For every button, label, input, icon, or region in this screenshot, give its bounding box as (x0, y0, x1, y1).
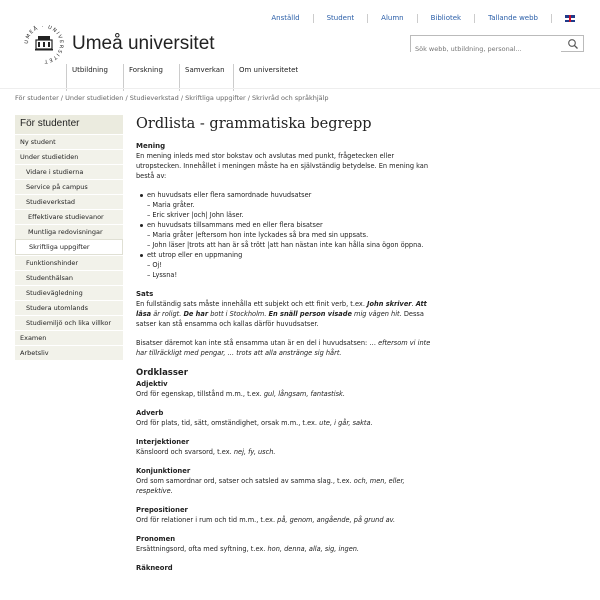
ordklass-example: gul, långsam, fantastisk. (263, 390, 345, 398)
header-divider (0, 88, 600, 89)
sats-example-2-rest: är roligt. (153, 310, 182, 318)
mening-text: En mening inleds med stor bokstav och avslutas med punkt, frågetecken eller utropstecken. Innehållet i meningen måste ha en självständig betydelse. En mening kan bestå av: (136, 152, 429, 180)
ordklass-term: Adverb (136, 409, 164, 417)
sidebar-item-studiemiljo[interactable]: Studiemiljö och lika villkor (15, 315, 123, 330)
toplink-bibliotek[interactable]: Bibliotek (417, 14, 474, 23)
sidebar-item-under-studietiden[interactable]: Under studietiden (15, 149, 123, 164)
sats-text-2: Dessa satser kan stå ensamma och kallas därför huvudsatser. (136, 310, 424, 328)
page-title: Ordlista - grammatiska begrepp (136, 116, 372, 132)
sidebar-item-examen[interactable]: Examen (15, 330, 123, 345)
ordklass-entry (136, 379, 436, 399)
main-content (136, 115, 436, 582)
ordklass-term: Räkneord (136, 564, 173, 572)
toplink-alumn[interactable]: Alumn (367, 14, 416, 23)
sidebar-title[interactable]: För studenter (15, 115, 123, 134)
sidebar-item-funktionshinder[interactable]: Funktionshinder (15, 255, 123, 270)
list-item: en huvudsats tillsammans med en eller flera bisatser (136, 220, 436, 230)
top-links (258, 14, 588, 23)
list-item: – Oj! (147, 261, 163, 269)
sidebar-item-studievagledning[interactable]: Studievägledning (15, 285, 123, 300)
ordklass-desc: Känsloord och svarsord, t.ex. (136, 448, 232, 456)
ordklass-entry (136, 534, 436, 554)
sidebar-item-skriftliga-uppgifter[interactable]: Skriftliga uppgifter (15, 239, 123, 255)
toplink-student[interactable]: Student (313, 14, 368, 23)
list-item: – Maria gråter. (147, 201, 195, 209)
ordklass-entry (136, 563, 436, 573)
ordklass-desc: Ord som samordnar ord, satser och satsled av samma slag., t.ex. (136, 477, 352, 485)
nav-forskning[interactable]: Forskning (123, 64, 179, 91)
ordklass-entry (136, 408, 436, 428)
english-flag-link[interactable] (551, 14, 588, 23)
toplink-tallande-webb[interactable]: Tallande webb (474, 14, 551, 23)
sats-example-3-rest: bott i Stockholm. (210, 310, 267, 318)
sats-example-3: De har (183, 310, 209, 318)
sidebar-item-service-pa-campus[interactable]: Service på campus (15, 179, 123, 194)
uk-flag-icon (565, 15, 575, 22)
sats-example-1: John skriver (367, 300, 412, 308)
list-item: en huvudsats eller flera samordnade huvudsatser (136, 190, 436, 200)
list-item: – Eric skriver |och| John läser. (147, 211, 244, 219)
seal-ring-text: UMEÅ · UNIVERSITET (23, 23, 65, 65)
site-title[interactable]: Umeå universitet (72, 33, 215, 54)
sidebar-item-studera-utomlands[interactable]: Studera utomlands (15, 300, 123, 315)
ordklass-example: och, men, eller, respektive. (136, 477, 405, 495)
list-item: ett utrop eller en uppmaning (136, 250, 436, 260)
sidebar-item-vidare-i-studierna[interactable]: Vidare i studierna (15, 164, 123, 179)
nav-samverkan[interactable]: Samverkan (179, 64, 233, 91)
ordklass-term: Interjektioner (136, 438, 190, 446)
ordklass-example: på, genom, angående, på grund av. (277, 516, 396, 524)
sidebar-item-arbetsliv[interactable]: Arbetsliv (15, 345, 123, 360)
sidebar-item-effektivare-studievanor[interactable]: Effektivare studievanor (15, 209, 123, 224)
nav-om-universitetet[interactable]: Om universitetet (233, 64, 311, 91)
sidebar (15, 115, 123, 360)
main-nav (66, 64, 311, 91)
list-item: – Maria gråter |eftersom hon inte lyckades så bra med sin uppsats. (147, 231, 369, 239)
list-item: – Lyssna! (147, 271, 178, 279)
sats-text-1: En fullständig sats måste innehålla ett subjekt och ett finit verb, t.ex. (136, 300, 365, 308)
ordklass-term: Pronomen (136, 535, 176, 543)
mening-heading: Mening (136, 142, 166, 150)
ordklass-example: nej, fy, usch. (233, 448, 276, 456)
mening-list (136, 190, 436, 280)
search-box (410, 35, 584, 52)
toplink-anstalld[interactable]: Anställd (271, 14, 300, 22)
list-item: – John läser |trots att han är så trött |att han nästan inte kan hålla sina ögon öppna. (147, 241, 424, 249)
sats-example-4: En snäll person visade (268, 310, 352, 318)
sidebar-item-muntliga-redovisningar[interactable]: Muntliga redovisningar (15, 224, 123, 239)
sats-example-2: Att läsa (136, 300, 427, 318)
sats-text: En fullständig sats måste innehålla ett subjekt och ett finit verb, t.ex. John skriver. Att läsa är roligt. De har bott i Stockholm. En snäll person visade mig vägen hit. Dessa satser kan stå ensamma och kallas därför huvudsatser. (136, 300, 427, 328)
ordklass-entry (136, 437, 436, 457)
ordklass-desc: Ord för plats, tid, sätt, omständighet, orsak m.m., t.ex. (136, 419, 318, 427)
search-icon[interactable] (567, 38, 579, 50)
search-input[interactable] (411, 42, 561, 57)
ordklass-term: Adjektiv (136, 380, 168, 388)
sidebar-item-studieverkstad[interactable]: Studieverkstad (15, 194, 123, 209)
breadcrumb[interactable]: För studenter / Under studietiden / Studieverkstad / Skriftliga uppgifter / Skrivråd och språkhjälp (15, 94, 329, 102)
bisats-example: eftersom vi inte har tillräckligt med pengar, … trots att alla anstränge sig hårt. (136, 339, 431, 357)
sats-example-4-rest: mig vägen hit. (354, 310, 402, 318)
nav-utbildning[interactable]: Utbildning (66, 64, 123, 91)
ordklass-term: Konjunktioner (136, 467, 191, 475)
university-seal-icon[interactable] (22, 22, 66, 66)
ordklass-desc: Ersättningsord, ofta med syftning, t.ex. (136, 545, 266, 553)
ordklasser-heading: Ordklasser (136, 368, 188, 378)
ordklass-entry (136, 466, 436, 496)
ordklass-desc: Ord för relationer i rum och tid m.m., t.ex. (136, 516, 276, 524)
sidebar-item-ny-student[interactable]: Ny student (15, 134, 123, 149)
ordklass-entry (136, 505, 436, 525)
bisats-text-main: Bisatser däremot kan inte stå ensamma utan är en del i huvudsatsen: … (136, 339, 376, 347)
ordklass-example: ute, i går, sakta. (319, 419, 373, 427)
bisats-text (136, 338, 436, 358)
sidebar-item-studenthalsan[interactable]: Studenthälsan (15, 270, 123, 285)
ordklass-term: Prepositioner (136, 506, 188, 514)
ordklass-desc: Ord för egenskap, tillstånd m.m., t.ex. (136, 390, 262, 398)
ordklass-example: hon, denna, alla, sig, ingen. (267, 545, 360, 553)
sats-heading: Sats (136, 290, 154, 298)
